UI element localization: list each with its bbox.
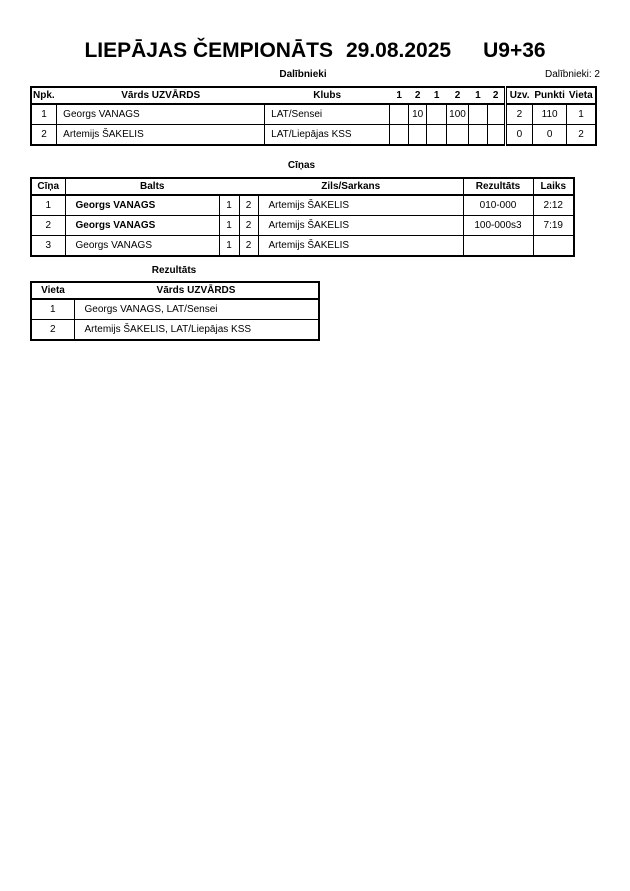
result-name: Artemijs ŠAKELIS, LAT/Liepājas KSS bbox=[74, 320, 319, 341]
result-place: 1 bbox=[31, 299, 74, 320]
title-date: 29.08.2025 bbox=[345, 39, 452, 62]
fight-row-0-blue: Artemijs ŠAKELIS bbox=[258, 195, 463, 216]
participant-score bbox=[390, 125, 409, 146]
participants-header-round-2: 2 bbox=[409, 87, 427, 104]
fight-row-1-white: Georgs VANAGS bbox=[65, 216, 219, 236]
participants-header-round-6: 2 bbox=[487, 87, 505, 104]
fight-score-1: 1 bbox=[219, 195, 239, 216]
result-place: 2 bbox=[31, 320, 74, 341]
fight-number: 2 bbox=[31, 216, 65, 236]
participants-header-row bbox=[31, 87, 596, 104]
title-event-name: LIEPĀJAS ČEMPIONĀTS bbox=[84, 39, 333, 62]
fight-row-1-blue: Artemijs ŠAKELIS bbox=[258, 216, 463, 236]
participant-score bbox=[487, 125, 505, 146]
participant-club: LAT/Liepājas KSS bbox=[265, 125, 390, 146]
fight-score-2: 2 bbox=[239, 195, 258, 216]
fight-score-2: 2 bbox=[239, 216, 258, 236]
participant-score bbox=[468, 125, 487, 146]
participants-header-round-3: 1 bbox=[427, 87, 447, 104]
fights-header-time: Laiks bbox=[533, 178, 574, 195]
results-header-row bbox=[31, 282, 319, 299]
results-section-label: Rezultāts bbox=[151, 265, 197, 276]
participants-header-round-4: 2 bbox=[447, 87, 469, 104]
participants-row bbox=[31, 104, 596, 125]
participants-header-wins: Uzv. bbox=[505, 87, 532, 104]
participants-header-place: Vieta bbox=[567, 87, 596, 104]
fight-result: 100-000s3 bbox=[463, 216, 533, 236]
fights-header-white: Balts bbox=[65, 178, 239, 195]
participants-header-npk: Npk. bbox=[31, 87, 57, 104]
participant-wins: 0 bbox=[505, 125, 532, 146]
result-row bbox=[31, 299, 319, 320]
participant-score bbox=[447, 125, 469, 146]
participant-score bbox=[409, 125, 427, 146]
fights-header-row bbox=[31, 178, 574, 195]
title-category: U9+36 bbox=[483, 39, 546, 62]
fights-header-fight: Cīņa bbox=[31, 178, 65, 195]
participants-table bbox=[30, 86, 597, 146]
fight-result bbox=[463, 236, 533, 257]
participant-name: Georgs VANAGS bbox=[57, 104, 265, 125]
fight-result: 010-000 bbox=[463, 195, 533, 216]
fight-time: 7:19 bbox=[533, 216, 574, 236]
fight-number: 1 bbox=[31, 195, 65, 216]
fight-number: 3 bbox=[31, 236, 65, 257]
participant-score: 100 bbox=[447, 104, 469, 125]
participant-wins: 2 bbox=[505, 104, 532, 125]
fight-row bbox=[31, 216, 574, 236]
participant-score bbox=[487, 104, 505, 125]
participant-place: 2 bbox=[567, 125, 596, 146]
participant-score bbox=[390, 104, 409, 125]
fight-time bbox=[533, 236, 574, 257]
participant-npk: 2 bbox=[31, 125, 57, 146]
participants-header-club: Klubs bbox=[265, 87, 390, 104]
fights-header-blue: Zils/Sarkans bbox=[239, 178, 463, 195]
result-row bbox=[31, 320, 319, 341]
results-header-place: Vieta bbox=[31, 282, 74, 299]
results-table bbox=[30, 281, 320, 341]
participants-header-round-1: 1 bbox=[390, 87, 409, 104]
fight-row bbox=[31, 236, 574, 257]
participants-header-round-5: 1 bbox=[468, 87, 487, 104]
result-name: Georgs VANAGS, LAT/Sensei bbox=[74, 299, 319, 320]
participant-name: Artemijs ŠAKELIS bbox=[57, 125, 265, 146]
participant-npk: 1 bbox=[31, 104, 57, 125]
fight-time: 2:12 bbox=[533, 195, 574, 216]
participant-points: 0 bbox=[532, 125, 567, 146]
participants-header-name: Vārds UZVĀRDS bbox=[57, 87, 265, 104]
participant-score bbox=[427, 104, 447, 125]
participant-place: 1 bbox=[567, 104, 596, 125]
participant-points: 110 bbox=[532, 104, 567, 125]
results-header-name: Vārds UZVĀRDS bbox=[74, 282, 319, 299]
fight-row-2-blue: Artemijs ŠAKELIS bbox=[258, 236, 463, 257]
page-title bbox=[0, 39, 630, 63]
participants-section-label: Dalībnieki bbox=[279, 69, 327, 80]
participants-count-label: Dalībnieki: 2 bbox=[544, 69, 600, 80]
fights-table bbox=[30, 177, 575, 257]
fight-row-2-white: Georgs VANAGS bbox=[65, 236, 219, 257]
participants-header-points: Punkti bbox=[532, 87, 567, 104]
participants-row bbox=[31, 125, 596, 146]
fights-section-label: Cīņas bbox=[287, 160, 316, 171]
fight-score-2: 2 bbox=[239, 236, 258, 257]
fight-score-1: 1 bbox=[219, 216, 239, 236]
participant-score: 10 bbox=[409, 104, 427, 125]
fight-row bbox=[31, 195, 574, 216]
fights-header-result: Rezultāts bbox=[463, 178, 533, 195]
participant-score bbox=[427, 125, 447, 146]
fight-row-0-white: Georgs VANAGS bbox=[65, 195, 219, 216]
fight-score-1: 1 bbox=[219, 236, 239, 257]
participant-score bbox=[468, 104, 487, 125]
participant-club: LAT/Sensei bbox=[265, 104, 390, 125]
